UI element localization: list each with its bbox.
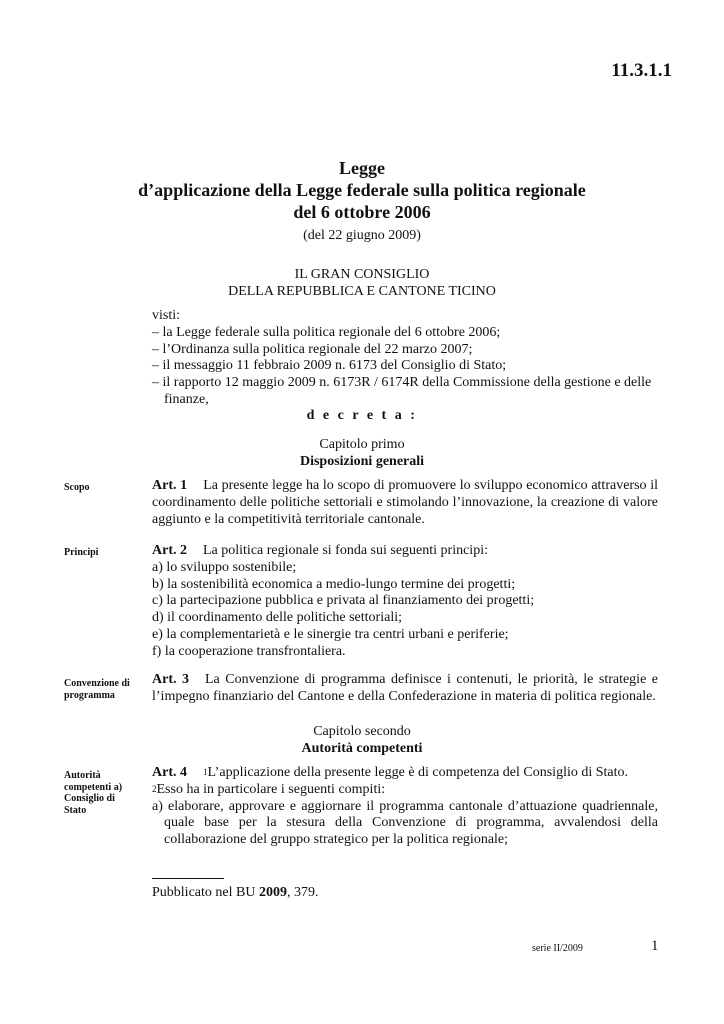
article-number: Art. 4 xyxy=(152,765,187,780)
page-number: 1 xyxy=(651,938,659,954)
council-heading xyxy=(0,266,724,300)
article-text: Esso ha in particolare i seguenti compiti: xyxy=(156,781,386,797)
margin-note-art4: Autorità competenti a) Consiglio di Stato xyxy=(64,770,123,816)
article-text: La presente legge ha lo scopo di promuovere lo sviluppo economico attraverso il coordinamento delle politiche settoriali e stimolando l’innovazione, la creazione di valore aggiunto e la competitività territoriale cantonale. xyxy=(152,478,658,527)
chapter-heading xyxy=(0,723,724,757)
chapter-heading xyxy=(0,436,724,470)
paragraph-number: 1 xyxy=(203,767,208,777)
preamble-intro: visti: xyxy=(152,308,181,323)
list-item: e) la complementarietà e le sinergie tra centri urbani e periferie; xyxy=(152,626,509,642)
law-title-block xyxy=(0,157,724,244)
article-4 xyxy=(152,765,658,849)
margin-note-art2: Principi xyxy=(64,547,99,558)
council-line-1: IL GRAN CONSIGLIO xyxy=(294,267,430,282)
article-2 xyxy=(152,543,658,661)
footnote-year: 2009 xyxy=(258,885,287,900)
preamble-item: – il rapporto 12 maggio 2009 n. 6173R / 6174R della Commissione della gestione e delle finanze, xyxy=(152,375,652,407)
list-item: b) la sostenibilità economica a medio-lungo termine dei progetti; xyxy=(152,576,516,592)
article-text: La politica regionale si fonda sui seguenti principi: xyxy=(203,543,488,558)
margin-note-art1: Scopo xyxy=(64,482,90,493)
council-line-2: DELLA REPUBBLICA E CANTONE TICINO xyxy=(228,284,496,299)
article-number: Art. 3 xyxy=(152,672,189,687)
list-item: d) il coordinamento delle politiche settoriali; xyxy=(152,610,402,626)
footnote-suffix: , 379. xyxy=(286,885,319,900)
article-3 xyxy=(152,672,658,706)
chapter-name: Autorità competenti xyxy=(301,741,423,756)
article-number: Art. 2 xyxy=(152,543,187,558)
preamble-item: – la Legge federale sulla politica regionale del 6 ottobre 2006; xyxy=(152,324,501,340)
preamble xyxy=(152,308,658,409)
preamble-item: – il messaggio 11 febbraio 2009 n. 6173 del Consiglio di Stato; xyxy=(152,358,507,374)
list-item: f) la cooperazione transfrontaliera. xyxy=(152,643,346,659)
law-date: (del 22 giugno 2009) xyxy=(303,228,421,243)
list-item: a) lo sviluppo sostenibile; xyxy=(152,559,297,575)
footnote-prefix: Pubblicato nel BU xyxy=(152,885,259,900)
law-title-line-3: del 6 ottobre 2006 xyxy=(293,202,431,222)
chapter-label: Capitolo secondo xyxy=(313,724,411,739)
chapter-name: Disposizioni generali xyxy=(299,454,425,469)
law-title-line-1: Legge xyxy=(339,158,385,178)
footnote-rule xyxy=(152,878,224,879)
series-label: serie II/2009 xyxy=(532,943,583,954)
document-code: 11.3.1.1 xyxy=(611,60,672,81)
decreta-heading: d e c r e t a : xyxy=(306,408,418,423)
article-1 xyxy=(152,478,658,528)
margin-note-art3: Convenzione di programma xyxy=(64,678,130,701)
list-item: a) elaborare, approvare e aggiornare il programma cantonale d’attuazione quadriennale, quale base per la stesura della Convenzione di programma, avvalendosi della collaborazione del gruppo strategico per la politica regionale; xyxy=(152,798,658,848)
publication-footnote xyxy=(152,885,318,901)
article-text: La Convenzione di programma definisce i contenuti, le priorità, le strategie e l’impegno finanziario del Cantone e della Confederazione in materia di politica regionale. xyxy=(152,672,658,704)
article-number: Art. 1 xyxy=(152,478,188,493)
list-item: c) la partecipazione pubblica e privata al finanziamento dei progetti; xyxy=(152,593,535,609)
preamble-item: – l’Ordinanza sulla politica regionale del 22 marzo 2007; xyxy=(152,341,473,357)
paragraph-number: 2 xyxy=(152,783,157,794)
article-text: L’applicazione della presente legge è di competenza del Consiglio di Stato. xyxy=(207,765,629,780)
law-title-line-2: d’applicazione della Legge federale sulla politica regionale xyxy=(138,180,586,200)
chapter-label: Capitolo primo xyxy=(319,437,405,452)
